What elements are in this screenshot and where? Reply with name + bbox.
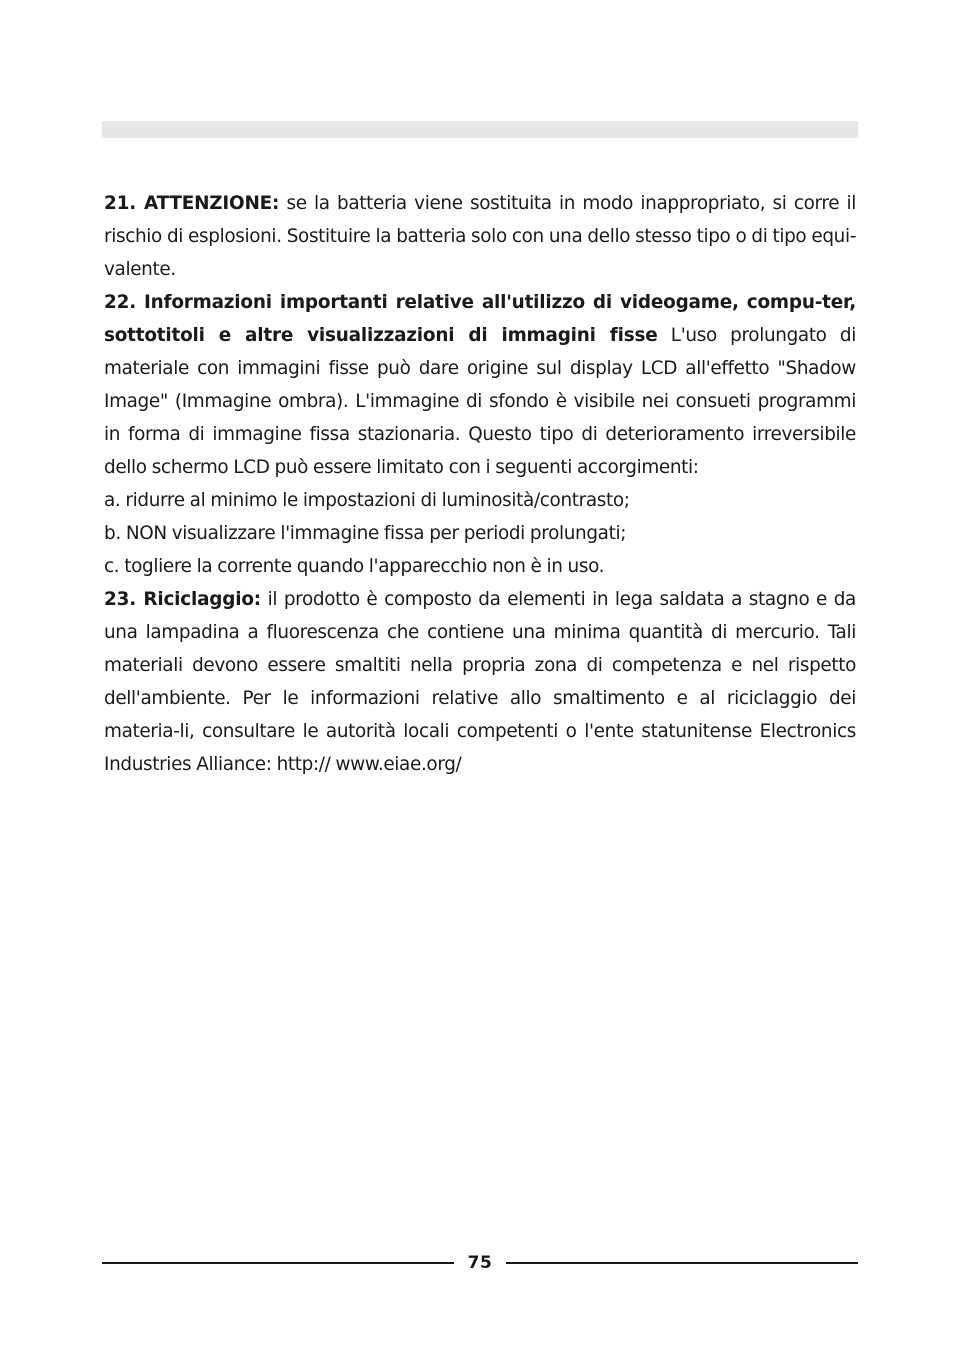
- footer-rule-left: [102, 1262, 454, 1264]
- section-23-text: il prodotto è composto da elementi in lega saldata a stagno e da una lampadina a fluorescenza che contiene una minima quantità di mercurio. Tali materiali devono essere smaltiti nella propria zona di competenza e nel rispetto dell'ambiente. Per le informazioni relative allo smaltimento e al riciclaggio dei materia-li, consultare le autorità locali competenti o l'ente statunitense Electronics Industries Alliance: http:// www.eiae.org/: [104, 589, 856, 775]
- list-item-c: c. togliere la corrente quando l'apparecchio non è in uso.: [104, 556, 605, 577]
- section-22-heading: 22. Informazioni importanti relative all'utilizzo di videogame, compu-ter, sottotitoli e altre visualizzazioni di immagini fisse: [104, 292, 856, 346]
- section-21: [104, 187, 856, 286]
- list-item-a: a. ridurre al minimo le impostazioni di luminosità/contrasto;: [104, 490, 630, 511]
- footer-rule-right: [506, 1262, 858, 1264]
- section-22: [104, 286, 856, 484]
- page-number: 75: [467, 1253, 493, 1273]
- list-item-b: b. NON visualizzare l'immagine fissa per periodi prolungati;: [104, 523, 627, 544]
- section-22-text: L'uso prolungato di materiale con immagini fisse può dare origine sul display LCD all'effetto "Shadow Image" (Immagine ombra). L'immagine di sfondo è visibile nei consueti programmi in forma di immagine fissa stazionaria. Questo tipo di deterioramento irreversibile dello schermo LCD può essere limitato con i seguenti accorgimenti:: [104, 325, 856, 478]
- section-23: [104, 583, 856, 781]
- section-21-text: se la batteria viene sostituita in modo inappropriato, si corre il rischio di esplosioni. Sostituire la batteria solo con una dello stesso tipo o di tipo equi-valente.: [104, 193, 856, 280]
- page-content: [104, 187, 856, 781]
- section-23-heading: 23. Riciclaggio:: [104, 589, 261, 610]
- header-bar: [102, 121, 858, 138]
- section-21-heading: 21. ATTENZIONE:: [104, 193, 280, 214]
